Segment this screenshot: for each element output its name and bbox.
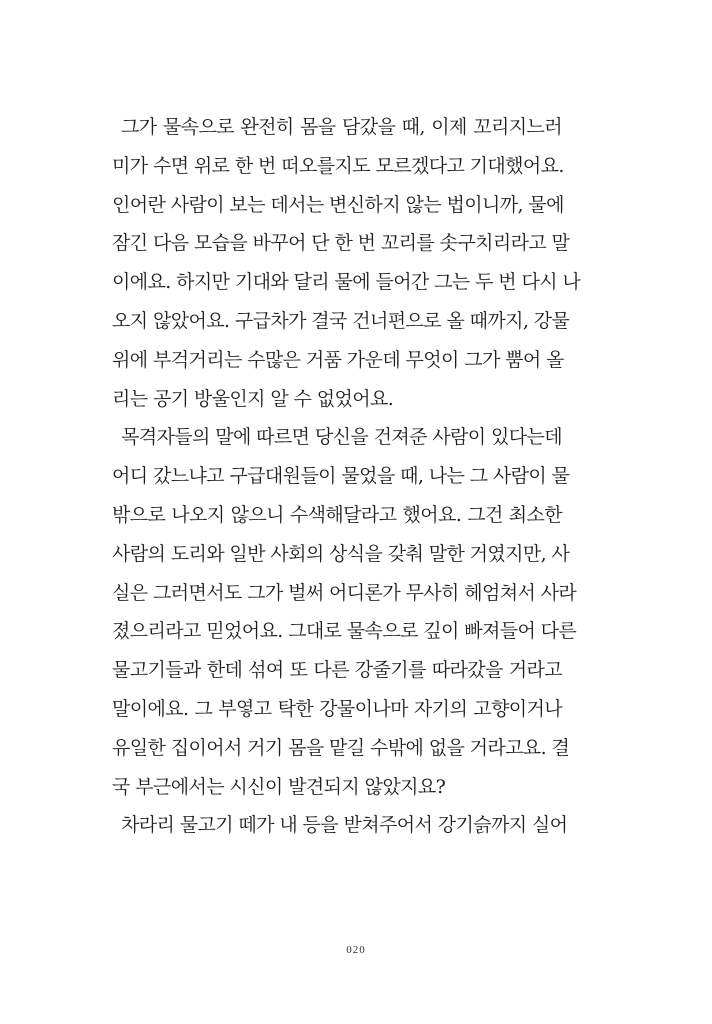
text-line: 어디 갔느냐고 구급대원들이 물었을 때, 나는 그 사람이 물 [112, 465, 570, 488]
text-line: 그가 물속으로 완전히 몸을 담갔을 때, 이제 꼬리지느러 [121, 116, 562, 138]
text-line: 오지 않았어요. 구급차가 결국 건너편으로 올 때까지, 강물 [112, 309, 570, 332]
text-line: 유일한 집이어서 거기 몸을 맡길 수밖에 없을 거라고요. 결 [112, 736, 570, 759]
text-line: 인어란 사람이 보는 데서는 변신하지 않는 법이니까, 물에 [112, 193, 564, 216]
page-number: 020 [346, 944, 366, 956]
body-text [112, 108, 581, 845]
text-line: 실은 그러면서도 그가 벌써 어디론가 무사히 헤엄쳐서 사라 [112, 581, 577, 604]
text-line: 잠긴 다음 모습을 바꾸어 단 한 번 꼬리를 솟구치리라고 말 [112, 232, 570, 255]
text-line: 밖으로 나오지 않으니 수색해달라고 했어요. 그건 최소한 [112, 503, 562, 526]
text-line: 국 부근에서는 시신이 발견되지 않았지요? [112, 775, 446, 798]
text-line: 이에요. 하지만 기대와 달리 물에 들어간 그는 두 번 다시 나 [112, 271, 581, 294]
text-line: 차라리 물고기 떼가 내 등을 받쳐주어서 강기슭까지 실어 [121, 814, 568, 837]
text-line: 리는 공기 방울인지 알 수 없었어요. [112, 387, 394, 410]
text-line: 말이에요. 그 부옇고 탁한 강물이나마 자기의 고향이거나 [112, 697, 562, 720]
text-line: 미가 수면 위로 한 번 떠오를지도 모르겠다고 기대했어요. [112, 154, 564, 177]
text-line: 목격자들의 말에 따르면 당신을 건져준 사람이 있다는데 [121, 426, 562, 449]
text-line: 졌으리라고 믿었어요. 그대로 물속으로 깊이 빠져들어 다른 [112, 620, 577, 643]
text-line: 물고기들과 한데 섞여 또 다른 강줄기를 따라갔을 거라고 [112, 659, 562, 682]
text-line: 사람의 도리와 일반 사회의 상식을 갖춰 말한 거였지만, 사 [112, 542, 570, 565]
text-line: 위에 부걱거리는 수많은 거품 가운데 무엇이 그가 뿜어 올 [112, 348, 564, 371]
